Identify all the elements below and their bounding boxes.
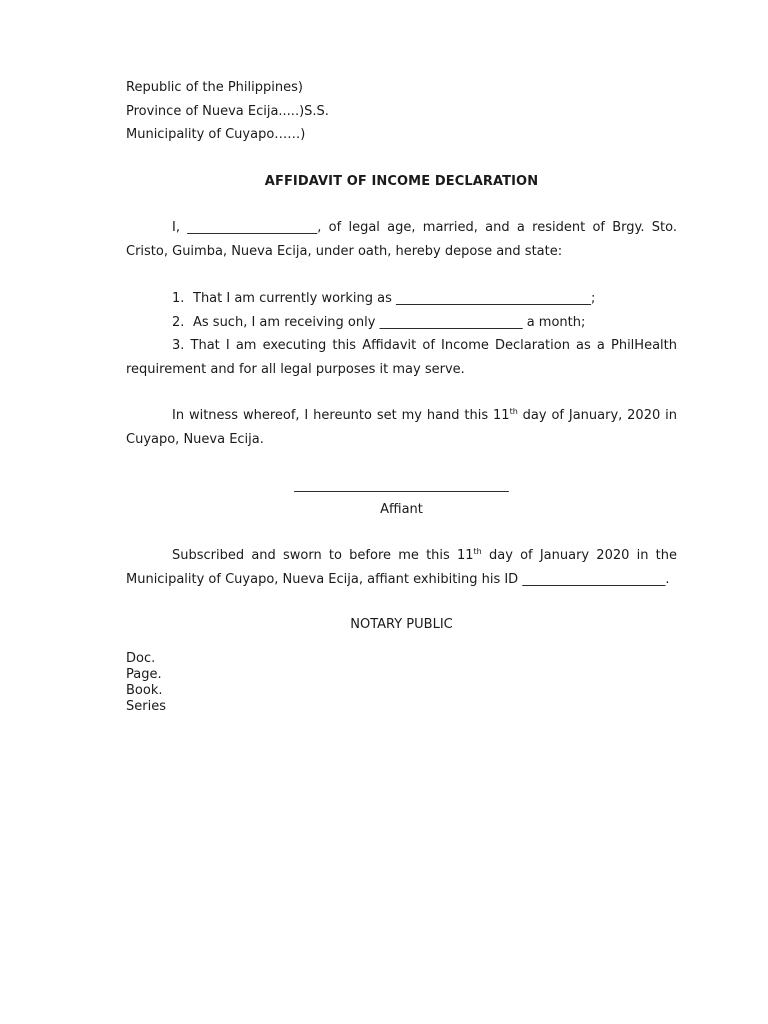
signature-line: _________________________________ (294, 478, 509, 493)
jurat-paragraph (126, 544, 677, 591)
series-line: Series (126, 698, 166, 714)
doc-reference-block (126, 651, 677, 715)
statement-item-3: 3. That I am executing this Affidavit of Income Declaration as a PhilHealth requirement and for all legal purposes it may serve. (126, 338, 677, 377)
jurat-ordinal: th (473, 547, 482, 556)
jurat-text-end: day of January 2020 in the Municipality of Cuyapo, Nueva Ecija, affiant exhibiting his ID ______________________. (126, 548, 677, 587)
signature-block (126, 474, 677, 521)
statement-number: 1. (172, 291, 185, 306)
document-page (126, 76, 677, 715)
statement-text: That I am currently working as ______________________________; (193, 291, 596, 306)
witness-ordinal: th (509, 407, 518, 416)
document-title: AFFIDAVIT OF INCOME DECLARATION (264, 173, 539, 189)
statement-item (126, 287, 677, 311)
witness-text-start: In witness whereof, I hereunto set my hand this 11 (172, 408, 510, 423)
statement-text: As such, I am receiving only ______________________ a month; (193, 314, 586, 330)
notary-public-label: NOTARY PUBLIC (350, 617, 453, 632)
header-province: Province of Nueva Ecija.....)S.S. (126, 103, 329, 119)
statement-list (126, 287, 677, 381)
witness-paragraph (126, 404, 677, 451)
page-line: Page. (126, 666, 162, 682)
venue-header (126, 76, 677, 147)
signature-label: Affiant (380, 501, 423, 517)
intro-paragraph: I, ____________________, of legal age, married, and a resident of Brgy. Sto. Cristo, Guimba, Nueva Ecija, under oath, hereby depose and state: (126, 220, 677, 259)
header-country: Republic of the Philippines) (126, 80, 303, 95)
witness-text-end: day of January, 2020 in Cuyapo, Nueva Ecija. (126, 408, 677, 447)
statement-item (126, 311, 677, 335)
doc-line: Doc. (126, 650, 156, 666)
book-line: Book. (126, 682, 163, 698)
jurat-text-start: Subscribed and sworn to before me this 11 (172, 548, 474, 563)
header-municipality: Municipality of Cuyapo……) (126, 127, 306, 142)
statement-number: 2. (172, 314, 185, 330)
